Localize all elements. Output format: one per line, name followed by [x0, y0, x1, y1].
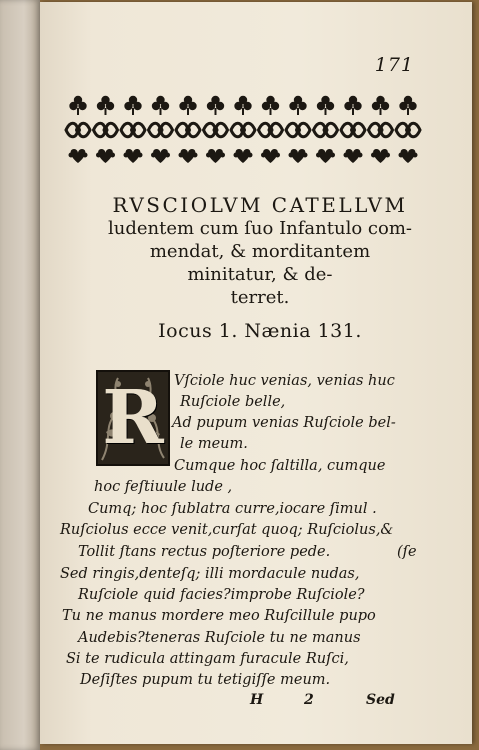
fleuron-glyph: [314, 123, 338, 137]
fleuron-glyph: [152, 96, 169, 115]
fleuron-glyph: [66, 123, 90, 137]
fleuron-glyph: [69, 149, 88, 163]
heading-title: RVSCIOLVM CATELLVM: [112, 193, 408, 217]
fleuron-glyph: [96, 149, 115, 163]
fleuron-glyph: [234, 96, 251, 115]
floral-initial-icon: [96, 370, 170, 466]
catchword: Sed: [366, 692, 395, 708]
drop-cap-letter: R: [102, 375, 164, 461]
fleuron-glyph: [207, 96, 224, 115]
fleuron-glyph: [261, 149, 280, 163]
fleuron-glyph: [344, 149, 363, 163]
verse-line: Tu ne manus mordere meo Ruſcillule pupo: [62, 608, 376, 624]
page-number: 171: [374, 54, 414, 76]
fleuron-glyph: [286, 123, 310, 137]
fleuron-glyph: [176, 123, 200, 137]
fleuron-glyph: [124, 96, 141, 115]
fleuron-glyph: [399, 149, 418, 163]
verse-line: le meum.: [180, 436, 248, 452]
fleuron-glyph: [344, 96, 361, 115]
fleuron-glyph: [69, 96, 86, 115]
signature-mark: H: [250, 692, 264, 708]
facing-page-edge: [0, 0, 40, 750]
fleuron-glyph: [124, 149, 143, 163]
fleuron-glyph: [317, 96, 334, 115]
chapter-heading: [100, 194, 420, 309]
fleuron-glyph: [341, 123, 365, 137]
heading-line: terret.: [230, 287, 290, 308]
heading-line: ludentem cum ſuo Infantulo com-: [108, 218, 412, 239]
poem-subtitle: Iocus 1. Nænia 131.: [158, 320, 362, 342]
fleuron-glyph: [289, 96, 306, 115]
heading-line: minitatur, & de-: [187, 264, 333, 285]
verse-line: Ruſciole quid facies?improbe Ruſciole?: [78, 587, 365, 603]
verse-line: Ruſciolus ecce venit,curſat quoq; Ruſciolus,&: [60, 522, 394, 538]
verse-line: Ruſciole belle,: [180, 394, 286, 410]
fleuron-glyph: [231, 123, 255, 137]
fleuron-glyph: [151, 149, 170, 163]
verse-line: Cumque hoc ſaltilla, cumque: [174, 458, 386, 474]
verse-line: Sed ringis,denteſq; illi mordacule nudas,: [60, 566, 360, 582]
fleuron-glyph: [371, 149, 390, 163]
fleuron-glyph: [121, 123, 145, 137]
fleuron-glyph: [259, 123, 283, 137]
fleuron-glyph: [149, 123, 173, 137]
verse-line: Vſciole huc venias, venias huc: [174, 373, 395, 389]
fleuron-glyph: [262, 96, 279, 115]
fleuron-glyph: [94, 123, 118, 137]
fleuron-glyph: [372, 96, 389, 115]
signature-number: 2: [304, 692, 314, 708]
fleuron-glyph: [206, 149, 225, 163]
verse-line: Audebis?teneras Ruſciole tu ne manus: [78, 630, 361, 646]
verse-line: Ad pupum venias Ruſciole bel-: [172, 415, 396, 431]
fleuron-glyph: [369, 123, 393, 137]
verse-line: Si te rudicula attingam furacule Ruſci,: [66, 651, 349, 667]
fleuron-glyph: [399, 96, 416, 115]
fleuron-glyph: [396, 123, 420, 137]
heading-line: mendat, & morditantem: [149, 241, 371, 262]
verse-line: hoc feſtiuule lude ,: [94, 479, 233, 495]
fleuron-glyph: [234, 149, 253, 163]
verse-line: Cumq; hoc ſublatra curre,iocare ſimul .: [88, 501, 377, 517]
verse-turnover: (ſe: [397, 544, 417, 560]
fleuron-glyph: [179, 149, 198, 163]
verse-line: Deſiſtes pupum tu tetigiſſe meum.: [80, 672, 331, 688]
fleuron-glyph: [204, 123, 228, 137]
fleuron-glyph: [179, 96, 196, 115]
book-page: [40, 2, 472, 744]
fleuron-glyph: [97, 96, 114, 115]
fleuron-border-icon: [64, 92, 424, 170]
fleuron-glyph: [316, 149, 335, 163]
fleuron-glyph: [289, 149, 308, 163]
verse-line: Tollit ſtans rectus poſteriore pede.: [78, 544, 331, 560]
